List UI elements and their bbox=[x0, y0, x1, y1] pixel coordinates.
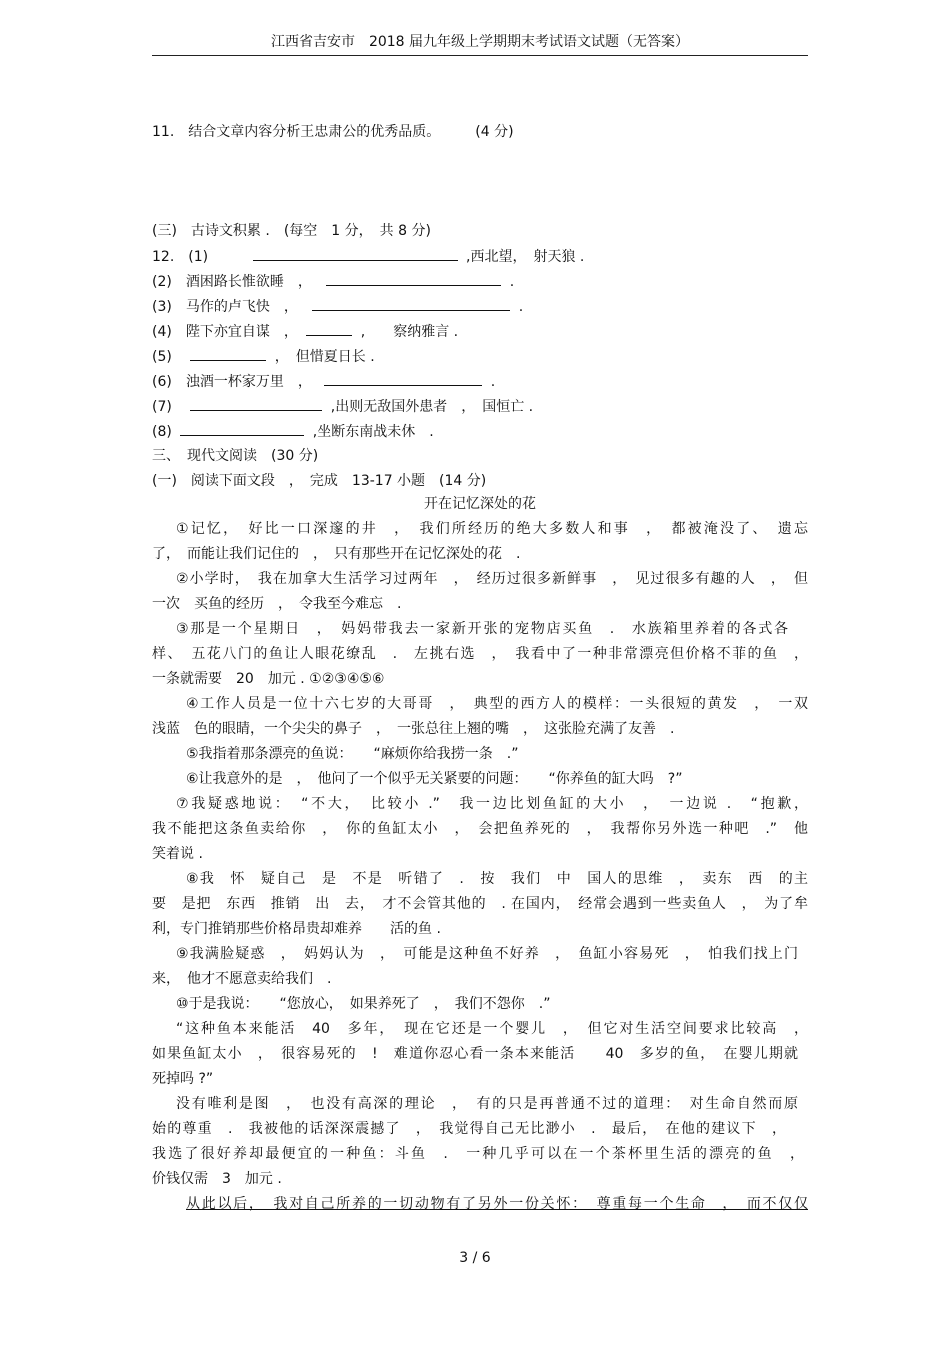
article-line: 始的尊重 . 我被他的话深深震撼了 ， 我觉得自己无比渺小 . 最后， 在他的建议下 ， bbox=[152, 1121, 786, 1137]
q12-item-5-suffix: ， 但惜夏日长 . bbox=[274, 349, 375, 365]
article-line: ⑩于是我说： “您放心， 如果养死了 ， 我们不怨你 .” bbox=[176, 996, 551, 1012]
article-line: 利，专门推销那些价格昂贵却难养 活的鱼 . bbox=[152, 921, 441, 937]
article-line: ③那是一个星期日 ， 妈妈带我去一家新开张的宠物店买鱼 . 水族箱里养着的各式各 bbox=[176, 621, 788, 637]
q12-item-4-suffix: , 察纳雅言 . bbox=[360, 324, 459, 340]
article-line: 价钱仅需 3 加元 . bbox=[152, 1171, 282, 1187]
answer-blank[interactable] bbox=[324, 371, 482, 386]
article-line: 如果鱼缸太小 ， 很容易死的 ! 难道你忍心看一条本来能活 40 多岁的鱼， 在婴儿期就 bbox=[152, 1046, 798, 1062]
q12-item-3-suffix: . bbox=[518, 299, 524, 315]
q12-item-2-prefix: (2) 酒困路长惟欲睡 ， bbox=[152, 274, 312, 290]
article-title: 开在记忆深处的花 bbox=[424, 496, 536, 512]
part-heading: 三、 现代文阅读 (30 分) bbox=[152, 448, 319, 464]
article-line: ⑦我疑惑地说： “不大， 比较小 .” 我一边比划鱼缸的大小 ， 一边说 . “抱歉， bbox=[176, 796, 808, 812]
q12-item-7-prefix: (7) bbox=[152, 399, 172, 415]
reading-instruction: (一) 阅读下面文段 ， 完成 13-17 小题 (14 分) bbox=[152, 473, 487, 489]
answer-blank[interactable] bbox=[190, 396, 322, 411]
article-line: 死掉吗 ?” bbox=[152, 1071, 214, 1087]
q12-item-3-prefix: (3) 马作的卢飞快 ， bbox=[152, 299, 298, 315]
q12-item-4-prefix: (4) 陛下亦宜自谋 ， bbox=[152, 324, 298, 340]
article-line: ⑧我 怀 疑自己 是 不是 听错了 . 按 我们 中 国人的思维 ， 卖东 西 的主 bbox=[186, 871, 808, 887]
article-line: 我选了很好养却最便宜的一种鱼：斗鱼 . 一种几乎可以在一个茶杯里生活的漂亮的鱼 ， bbox=[152, 1146, 804, 1162]
page-header: 江西省吉安市 2018 届九年级上学期期末考试语文试题（无答案） bbox=[152, 32, 808, 56]
q12-item-3 bbox=[152, 296, 523, 317]
article-line: ②小学时， 我在加拿大生活学习过两年 ， 经历过很多新鲜事 ， 见过很多有趣的人 ， 但 bbox=[176, 571, 808, 587]
article-line: 一次 买鱼的经历 ， 令我至今难忘 . bbox=[152, 596, 402, 612]
article-line: 没有唯利是图 ， 也没有高深的理论 ， 有的只是再普通不过的道理： 对生命自然而原 bbox=[176, 1096, 798, 1112]
q12-item-2 bbox=[152, 271, 514, 292]
answer-blank[interactable] bbox=[180, 421, 304, 436]
answer-blank[interactable] bbox=[312, 296, 510, 311]
q12-item-1-prefix: 12. (1) bbox=[152, 249, 209, 265]
q12-item-8-suffix: ,坐断东南战未休 . bbox=[312, 424, 434, 440]
article-line: ①记忆， 好比一口深邃的井 ， 我们所经历的绝大多数人和事 ， 都被淹没了、 遗忘 bbox=[176, 521, 808, 537]
article-line: 样、 五花八门的鱼让人眼花缭乱 . 左挑右选 ， 我看中了一种非常漂亮但价格不菲的鱼 ， bbox=[152, 646, 808, 662]
article-line: ⑤我指着那条漂亮的鱼说： “麻烦你给我捞一条 .” bbox=[186, 746, 519, 762]
article-line: 了， 而能让我们记住的 ， 只有那些开在记忆深处的花 . bbox=[152, 546, 521, 562]
underlined-sentence: 从此以后， 我对自己所养的一切动物有了另外一份关怀： 尊重每一个生命 ， 而不仅仅 bbox=[186, 1196, 808, 1212]
q12-item-7 bbox=[152, 396, 533, 417]
article-line: 要 是把 东西 推销 出 去， 才不会管其他的 . 在国内， 经常会遇到一些卖鱼人 ， 为了牟 bbox=[152, 896, 808, 912]
q12-item-6-suffix: . bbox=[490, 374, 496, 390]
answer-blank[interactable] bbox=[253, 246, 458, 261]
answer-blank[interactable] bbox=[326, 271, 501, 286]
q12-item-1 bbox=[152, 246, 584, 267]
answer-blank[interactable] bbox=[190, 346, 266, 361]
article-line: “这种鱼本来能活 40 多年， 现在它还是一个婴儿 ， 但它对生活空间要求比较高 ， bbox=[176, 1021, 808, 1037]
q12-item-1-suffix: ,西北望， 射天狼 . bbox=[466, 249, 585, 265]
question-11: 11. 结合文章内容分析王忠肃公的优秀品质。 (4 分) bbox=[152, 124, 514, 140]
q12-item-5-prefix: (5) bbox=[152, 349, 172, 365]
q12-item-8 bbox=[152, 421, 434, 442]
article-line: 浅蓝 色的眼睛，一个尖尖的鼻子 ， 一张总往上翘的嘴 ， 这张脸充满了友善 . bbox=[152, 721, 675, 737]
article-line: 来， 他才不愿意卖给我们 . bbox=[152, 971, 332, 987]
q12-item-8-prefix: (8) bbox=[152, 424, 172, 440]
page-number: 3 / 6 bbox=[459, 1250, 491, 1266]
article-line: ⑨我满脸疑惑 ， 妈妈认为 ， 可能是这种鱼不好养 ， 鱼缸小容易死 ， 怕我们找上门 bbox=[176, 946, 798, 962]
article-line: 笑着说 . bbox=[152, 846, 203, 862]
answer-blank[interactable] bbox=[306, 321, 352, 336]
section-heading: (三) 古诗文积累 . (每空 1 分， 共 8 分) bbox=[152, 223, 431, 239]
q12-item-6 bbox=[152, 371, 495, 392]
article-line: ④工作人员是一位十六七岁的大哥哥 ， 典型的西方人的模样：一头很短的黄发 ， 一双 bbox=[186, 696, 808, 712]
article-line: 我不能把这条鱼卖给你 ， 你的鱼缸太小 ， 会把鱼养死的 ， 我帮你另外选一种吧 .” 他 bbox=[152, 821, 808, 837]
q12-item-4 bbox=[152, 321, 458, 342]
article-line: ⑥让我意外的是 ， 他问了一个似乎无关紧要的问题： “你养鱼的缸大吗 ?” bbox=[186, 771, 683, 787]
q12-item-6-prefix: (6) 浊酒一杯家万里 ， bbox=[152, 374, 312, 390]
q12-item-5 bbox=[152, 346, 375, 367]
q12-item-2-suffix: . bbox=[509, 274, 515, 290]
q12-item-7-suffix: ,出则无敌国外患者 ， 国恒亡 . bbox=[330, 399, 534, 415]
article-line: 一条就需要 20 加元 . ①②③④⑤⑥ bbox=[152, 671, 385, 687]
